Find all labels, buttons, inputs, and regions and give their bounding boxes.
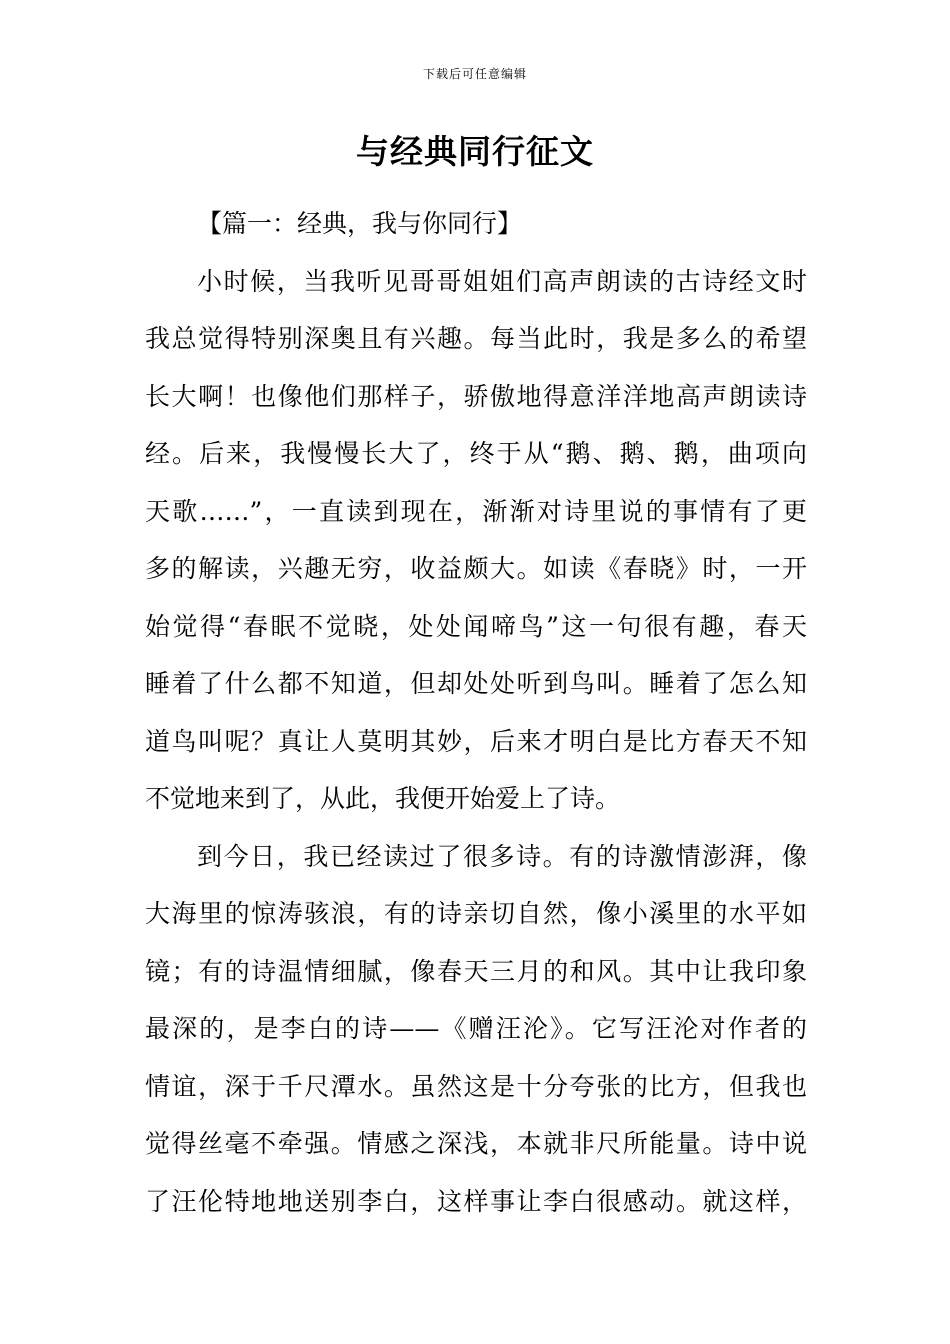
paragraph-line: 不觉地来到了，从此，我便开始爱上了诗。 <box>145 784 621 813</box>
paragraph-line: 大海里的惊涛骇浪，有的诗亲切自然，像小溪里的水平如 <box>145 899 807 928</box>
paragraph-line: 始觉得“春眠不觉晓，处处闻啼鸟”这一句很有趣，春天 <box>145 611 807 641</box>
document-body <box>145 195 807 1230</box>
paragraph-line: 最深的，是李白的诗——《赠汪沦》。它写汪沦对作者的 <box>145 1014 807 1043</box>
page-header-note: 下载后可任意编辑 <box>422 67 527 81</box>
paragraph-2 <box>145 828 807 1231</box>
paragraph-line: 睡着了什么都不知道，但却处处听到鸟叫。睡着了怎么知 <box>145 669 807 698</box>
document-title: 与经典同行征文 <box>356 132 594 171</box>
paragraph-line: 了汪伦特地地送别李白，这样事让李白很感动。就这样， <box>145 1186 807 1216</box>
section-heading: 【篇一：经典，我与你同行】 <box>197 209 523 238</box>
paragraph-line: 天歌……”，一直读到现在，渐渐对诗里说的事情有了更 <box>145 496 807 526</box>
paragraph-line: 到今日，我已经读过了很多诗。有的诗激情澎湃，像 <box>197 841 807 871</box>
paragraph-1 <box>145 253 807 828</box>
paragraph-line: 觉得丝毫不牵强。情感之深浅，本就非尺所能量。诗中说 <box>145 1129 807 1158</box>
paragraph-line: 道鸟叫呢？真让人莫明其妙，后来才明白是比方春天不知 <box>145 726 807 756</box>
paragraph-line: 镜；有的诗温情细腻，像春天三月的和风。其中让我印象 <box>145 956 807 986</box>
paragraph-line: 小时候，当我听见哥哥姐姐们高声朗读的古诗经文时 <box>197 266 807 296</box>
paragraph-line: 情谊，深于千尺潭水。虽然这是十分夸张的比方，但我也 <box>145 1071 807 1101</box>
paragraph-line: 经。后来，我慢慢长大了，终于从“鹅、鹅、鹅，曲项向 <box>145 439 807 468</box>
paragraph-line: 我总觉得特别深奥且有兴趣。每当此时，我是多么的希望 <box>145 324 807 353</box>
paragraph-line: 长大啊！也像他们那样子，骄傲地得意洋洋地高声朗读诗 <box>145 381 807 411</box>
paragraph-line: 多的解读，兴趣无穷，收益颇大。如读《春晓》时，一开 <box>145 554 807 583</box>
